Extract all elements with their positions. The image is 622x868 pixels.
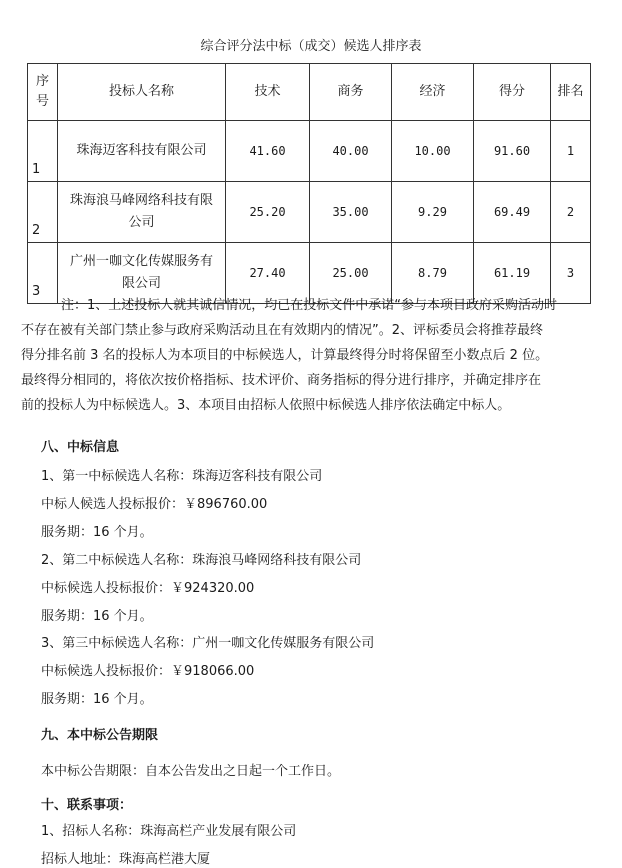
header-bidder-name: 投标人名称: [58, 64, 226, 121]
row-economic: 10.00: [392, 121, 474, 182]
announcement-period: 本中标公告期限：自本公告发出之日起一个工作日。: [41, 764, 341, 779]
tenderer-address: 招标人地址：珠海高栏港大厦: [41, 852, 211, 867]
table-row: [28, 121, 591, 182]
section10-heading: 十、联系事项：: [41, 798, 133, 813]
candidate3-price: 中标候选人投标报价：￥918066.00: [41, 664, 255, 679]
section8-heading: 八、中标信息: [41, 440, 120, 455]
ranking-table: [27, 63, 591, 304]
tenderer-name: 1、招标人名称：珠海高栏产业发展有限公司: [41, 824, 297, 839]
table-title: 综合评分法中标（成交）候选人排序表: [200, 39, 422, 54]
header-economic: 经济: [392, 64, 474, 121]
candidate1-period: 服务期：16 个月。: [41, 525, 153, 540]
header-index: 序 号: [28, 64, 58, 121]
candidate2-period: 服务期：16 个月。: [41, 609, 153, 624]
row-score: 91.60: [474, 121, 551, 182]
row-economic: 9.29: [392, 182, 474, 243]
table-header-row: [28, 64, 591, 121]
row-business: 40.00: [310, 121, 392, 182]
row-index: 2: [28, 182, 58, 243]
candidate2-price: 中标候选人投标报价：￥924320.00: [41, 581, 255, 596]
section9-heading: 九、本中标公告期限: [41, 728, 159, 743]
candidate3-period: 服务期：16 个月。: [41, 692, 153, 707]
row-tech: 41.60: [226, 121, 310, 182]
candidate1-price: 中标人候选人投标报价：￥896760.00: [41, 497, 268, 512]
table-note: 注：1、上述投标人就其诚信情况，均已在投标文件中承诺“参与本项目政府采购活动时 不存在被有关部门禁止参与政府采购活动且在有效期内的情况”。2、评标委员会将推荐最终 得分排名前 3 名的投标人为本项目的中标候选人，计算最终得分时将保留至小数点后 2 位。 最终得分相同的，将依次按价格指标、技术评价、商务指标的得分进行排序，并确定排序在 前的投标人为中标候选人。3、本项目由招标人依照中标候选人排序依法确定中标人。: [21, 298, 558, 413]
row-bidder-name: 广州一咖文化传媒服务有 限公司: [58, 243, 226, 304]
row-index: 3: [28, 243, 58, 304]
row-economic: 8.79: [392, 243, 474, 304]
row-rank: 1: [551, 121, 591, 182]
row-business: 25.00: [310, 243, 392, 304]
header-business: 商务: [310, 64, 392, 121]
row-bidder-name: 珠海浪马峰网络科技有限 公司: [58, 182, 226, 243]
row-bidder-name: 珠海迈客科技有限公司: [58, 121, 226, 182]
table-row: [28, 182, 591, 243]
row-rank: 3: [551, 243, 591, 304]
row-tech: 25.20: [226, 182, 310, 243]
row-index: 1: [28, 121, 58, 182]
header-tech: 技术: [226, 64, 310, 121]
row-score: 61.19: [474, 243, 551, 304]
candidate1-name: 1、第一中标候选人名称：珠海迈客科技有限公司: [41, 469, 323, 484]
row-tech: 27.40: [226, 243, 310, 304]
row-score: 69.49: [474, 182, 551, 243]
header-rank: 排名: [551, 64, 591, 121]
row-rank: 2: [551, 182, 591, 243]
row-business: 35.00: [310, 182, 392, 243]
candidate3-name: 3、第三中标候选人名称：广州一咖文化传媒服务有限公司: [41, 636, 375, 651]
candidate2-name: 2、第二中标候选人名称：珠海浪马峰网络科技有限公司: [41, 553, 362, 568]
header-score: 得分: [474, 64, 551, 121]
